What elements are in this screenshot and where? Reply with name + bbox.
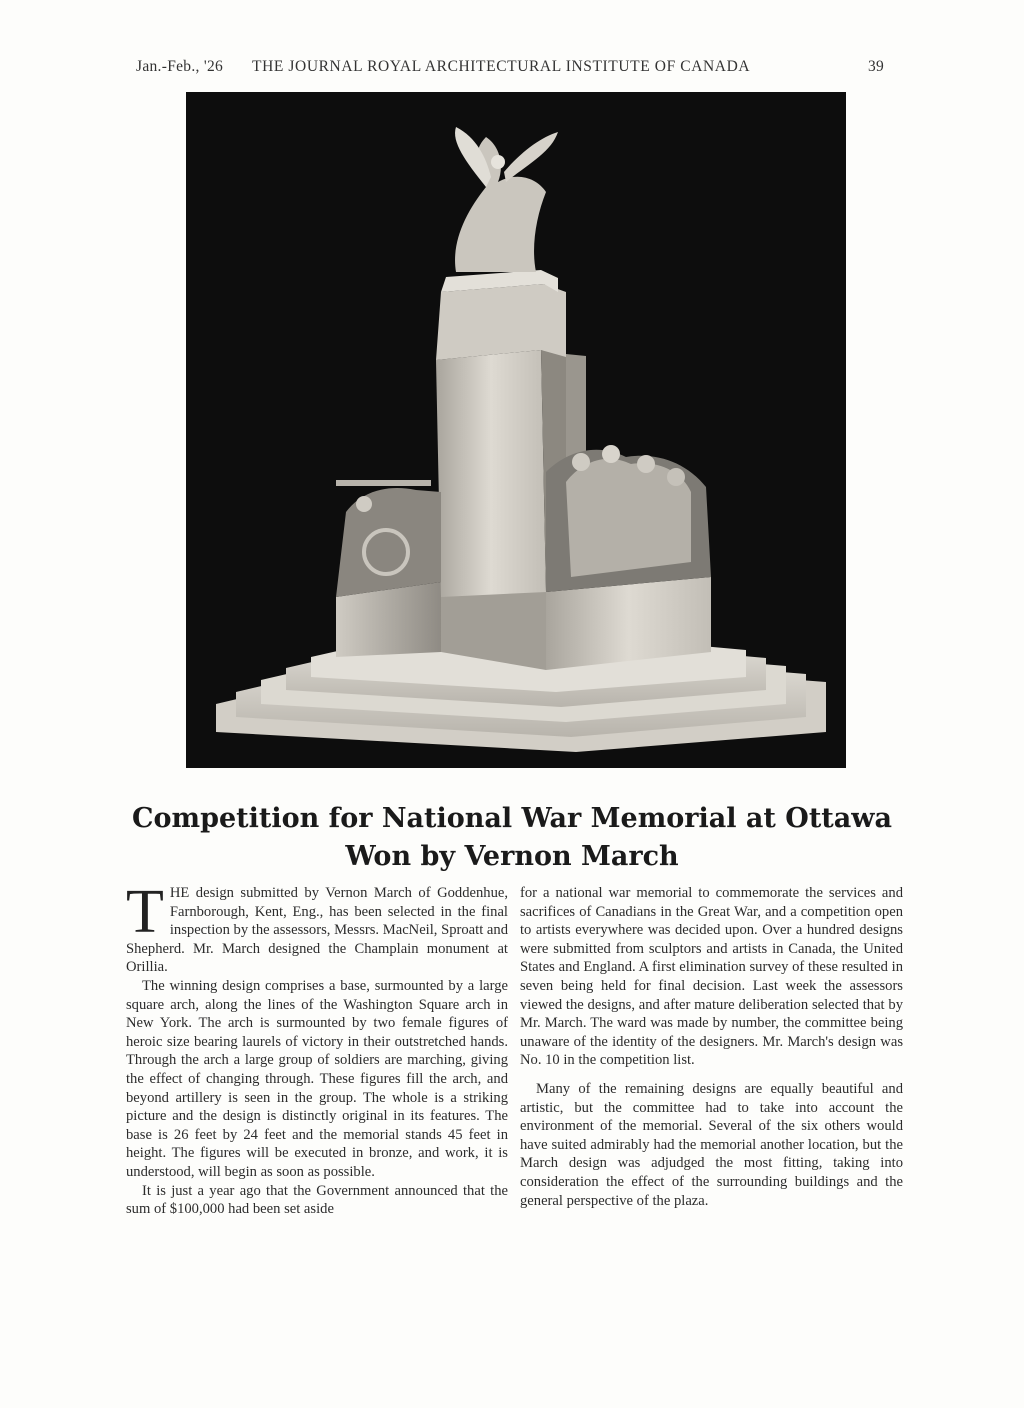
- paragraph: It is just a year ago that the Government announced that the sum of $100,000 had been set aside: [126, 1182, 508, 1218]
- journal-title: THE JOURNAL ROYAL ARCHITECTURAL INSTITUTE OF CANADA: [252, 58, 751, 75]
- article-title: [0, 800, 1024, 876]
- page-number: 39: [868, 58, 885, 75]
- issue-date: Jan.-Feb., '26: [136, 58, 224, 75]
- paragraph: Many of the remaining designs are equally beautiful and artistic, but the committee had to take into account the environment of the memorial. Several of the six others would have suited admirably had the memorial another location, but the March design was adjudged the most fitting, taking into consideration the effect of the surrounding buildings and the general perspective of the plaza.: [520, 1080, 903, 1209]
- article-column-left: [126, 878, 508, 1219]
- memorial-model-illustration: [186, 92, 846, 768]
- running-header: [0, 58, 1024, 82]
- paragraph: for a national war memorial to commemorate the services and sacrifices of Canadians in the Great War, and a competition open to artists everywhere was decided upon. Over a hundred designs were submitted from sculptors and artists in Canada, the United States and England. A first elimination survey of these resulted in seven being held for final decision. Last week the assessors viewed the designs, and after mature deliberation selected that by Mr. March. The ward was made by number, the committee being unaware of the identity of the designers. Mr. March's design was No. 10 in the competition list.: [520, 885, 903, 1069]
- article-title-line2: Won by Vernon March: [345, 841, 679, 872]
- paragraph: [126, 878, 508, 977]
- article-title-line1: Competition for National War Memorial at Ottawa: [132, 803, 892, 834]
- paragraph: The winning design comprises a base, surmounted by a large square arch, along the lines of the Washington Square arch in New York. The arch is surmounted by two female figures of heroic size bearing laurels of victory in their outstretched hands. Through the arch a large group of soldiers are marching, giving the effect of changing through. These figures fill the arch, and beyond artillery is seen in the group. The whole is a striking picture and the design is distinctly original in its features. The base is 26 feet by 24 feet and the memorial stands 45 feet in height. The figures will be executed in bronze, and work, it is understood, will begin as soon as possible.: [126, 977, 508, 1180]
- memorial-photograph: [186, 92, 846, 768]
- drop-cap: T: [126, 878, 164, 946]
- article-column-right: [520, 884, 903, 1210]
- paragraph-text: HE design submitted by Vernon March of Goddenhue, Farnborough, Kent, Eng., has been selected in the final inspection by the assessors, Messrs. MacNeil, Sproatt and Shepherd. Mr. March designed the Champlain monument at Orillia.: [126, 885, 508, 976]
